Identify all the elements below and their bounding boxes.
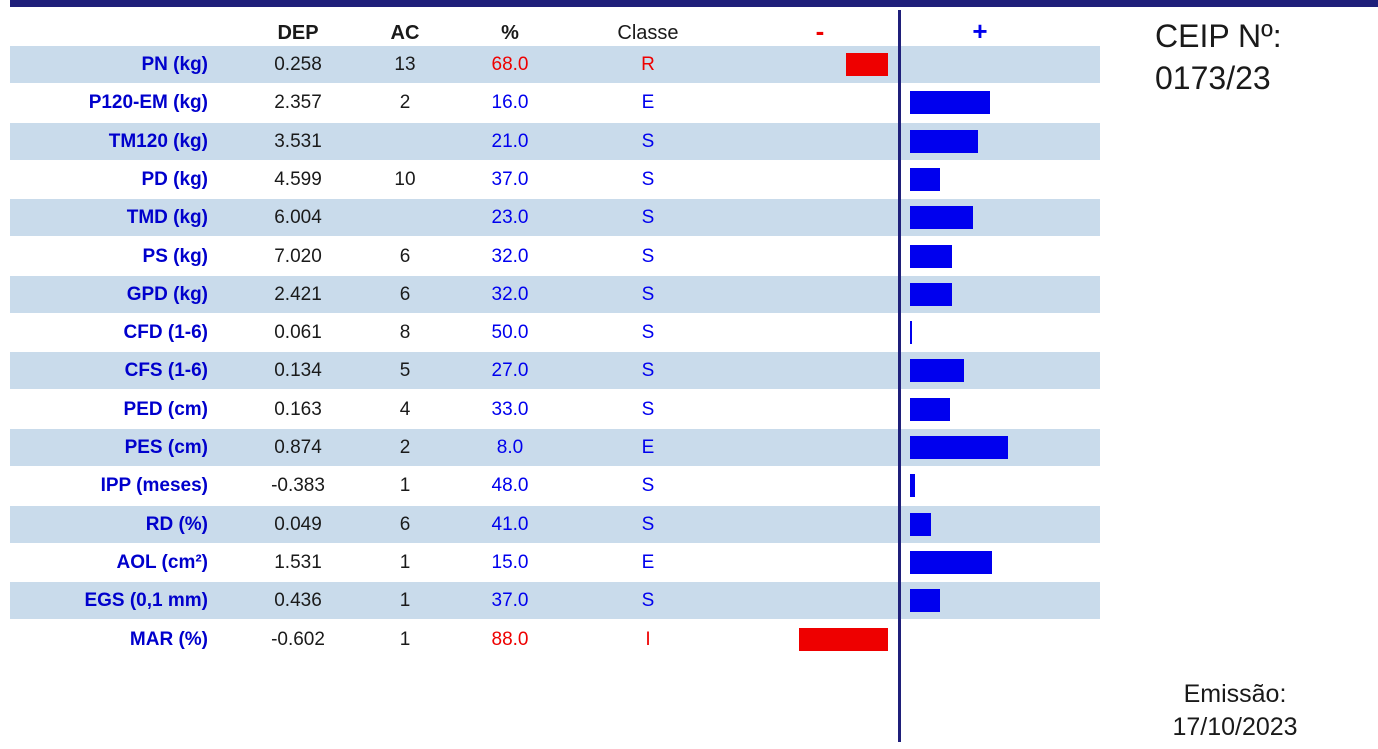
dep-value: 0.258 (274, 54, 322, 75)
ceip-number: 0173/23 (1155, 60, 1271, 96)
classe-value: S (641, 245, 655, 267)
top-border-line (10, 0, 1378, 7)
positive-bar (910, 206, 973, 229)
ac-value: 1 (399, 628, 411, 650)
table-row (10, 506, 1100, 543)
dep-value: 2.421 (274, 283, 322, 305)
table-row (10, 46, 1100, 83)
dep-value: 0.874 (274, 437, 322, 458)
pct-value: 68.0 (491, 54, 529, 75)
dep-value: -0.602 (271, 628, 325, 650)
emission-label: Emissão: (1183, 680, 1287, 708)
zero-axis-line (898, 10, 901, 742)
dep-value: 0.061 (274, 322, 322, 344)
dep-value: 0.436 (274, 590, 322, 612)
trait-name: TM120 (kg) (108, 130, 208, 152)
table-row (10, 314, 1100, 351)
trait-name: MAR (%) (129, 628, 208, 650)
header-plus: + (972, 16, 988, 46)
emission-date: 17/10/2023 (1172, 713, 1298, 741)
trait-name: PD (kg) (141, 168, 208, 190)
classe-value: E (641, 92, 655, 114)
positive-bar (910, 513, 931, 536)
ac-value: 1 (399, 551, 411, 573)
header-ac: AC (390, 22, 420, 44)
pct-value: 50.0 (491, 322, 529, 344)
positive-bar (910, 283, 952, 306)
trait-name: PS (kg) (142, 245, 208, 267)
classe-value: S (641, 513, 655, 535)
pct-value: 48.0 (491, 475, 529, 497)
classe-value: S (641, 360, 655, 382)
ac-value: 6 (399, 283, 411, 305)
negative-bar (799, 628, 888, 651)
trait-name: EGS (0,1 mm) (84, 590, 208, 612)
ac-value: 8 (399, 322, 411, 344)
pct-value: 41.0 (491, 513, 529, 535)
positive-bar (910, 474, 915, 497)
classe-value: R (641, 54, 655, 75)
dep-value: -0.383 (271, 475, 325, 497)
pct-value: 16.0 (491, 92, 529, 114)
pct-value: 37.0 (491, 590, 529, 612)
ac-value (370, 123, 440, 160)
table-row (10, 621, 1100, 658)
classe-value: S (641, 322, 655, 344)
ac-value: 13 (394, 54, 416, 75)
positive-bar (910, 551, 992, 574)
pct-value: 23.0 (491, 207, 529, 229)
positive-bar (910, 589, 940, 612)
positive-bar (910, 436, 1008, 459)
pct-value: 15.0 (491, 551, 529, 573)
dep-value: 1.531 (274, 551, 322, 573)
dep-value: 7.020 (274, 245, 322, 267)
classe-value: I (645, 628, 651, 650)
positive-bar (910, 359, 964, 382)
ac-value: 2 (399, 92, 411, 114)
classe-value: S (641, 475, 655, 497)
classe-value: S (641, 168, 655, 190)
ac-value: 4 (399, 398, 411, 420)
pct-value: 8.0 (496, 437, 524, 458)
dep-value: 0.163 (274, 398, 322, 420)
classe-value: S (641, 398, 655, 420)
positive-bar (910, 91, 990, 114)
classe-value: S (641, 130, 655, 152)
header-dep: DEP (277, 22, 319, 44)
classe-value: E (641, 551, 655, 573)
trait-name: CFD (1-6) (123, 322, 208, 344)
trait-name: AOL (cm²) (116, 551, 208, 573)
trait-name: IPP (meses) (100, 475, 208, 497)
pct-value: 32.0 (491, 245, 529, 267)
ac-value: 5 (399, 360, 411, 382)
trait-name: P120-EM (kg) (88, 92, 208, 114)
ac-value: 6 (399, 513, 411, 535)
trait-name: PED (cm) (123, 398, 208, 420)
classe-value: E (641, 437, 655, 458)
ac-value: 6 (399, 245, 411, 267)
pct-value: 88.0 (491, 628, 529, 650)
classe-value: S (641, 283, 655, 305)
dep-value: 3.531 (274, 130, 322, 152)
table-row (10, 467, 1100, 504)
header-classe: Classe (617, 22, 679, 44)
positive-bar (910, 398, 950, 421)
dep-value: 6.004 (274, 207, 322, 229)
classe-value: S (641, 207, 655, 229)
pct-value: 37.0 (491, 168, 529, 190)
classe-value: S (641, 590, 655, 612)
trait-name: RD (%) (145, 513, 208, 535)
ac-value: 2 (399, 437, 411, 458)
positive-bar (910, 130, 978, 153)
trait-name: TMD (kg) (126, 207, 208, 229)
positive-bar (910, 245, 952, 268)
positive-bar (910, 168, 940, 191)
positive-bar (910, 321, 912, 344)
pct-value: 32.0 (491, 283, 529, 305)
pct-value: 21.0 (491, 130, 529, 152)
dep-value: 4.599 (274, 168, 322, 190)
trait-name: GPD (kg) (126, 283, 208, 305)
trait-name: CFS (1-6) (124, 360, 208, 382)
ac-value: 10 (394, 168, 416, 190)
trait-name: PES (cm) (124, 437, 208, 458)
header-pct: % (501, 22, 519, 44)
pct-value: 27.0 (491, 360, 529, 382)
ac-value: 1 (399, 475, 411, 497)
trait-name: PN (kg) (141, 54, 208, 75)
ceip-label: CEIP Nº: (1155, 18, 1282, 54)
dep-value: 0.134 (274, 360, 322, 382)
negative-bar (846, 53, 888, 76)
header-minus: - (815, 16, 825, 46)
dep-value: 0.049 (274, 513, 322, 535)
ac-value (370, 199, 440, 236)
pct-value: 33.0 (491, 398, 529, 420)
dep-value: 2.357 (274, 92, 322, 114)
ac-value: 1 (399, 590, 411, 612)
